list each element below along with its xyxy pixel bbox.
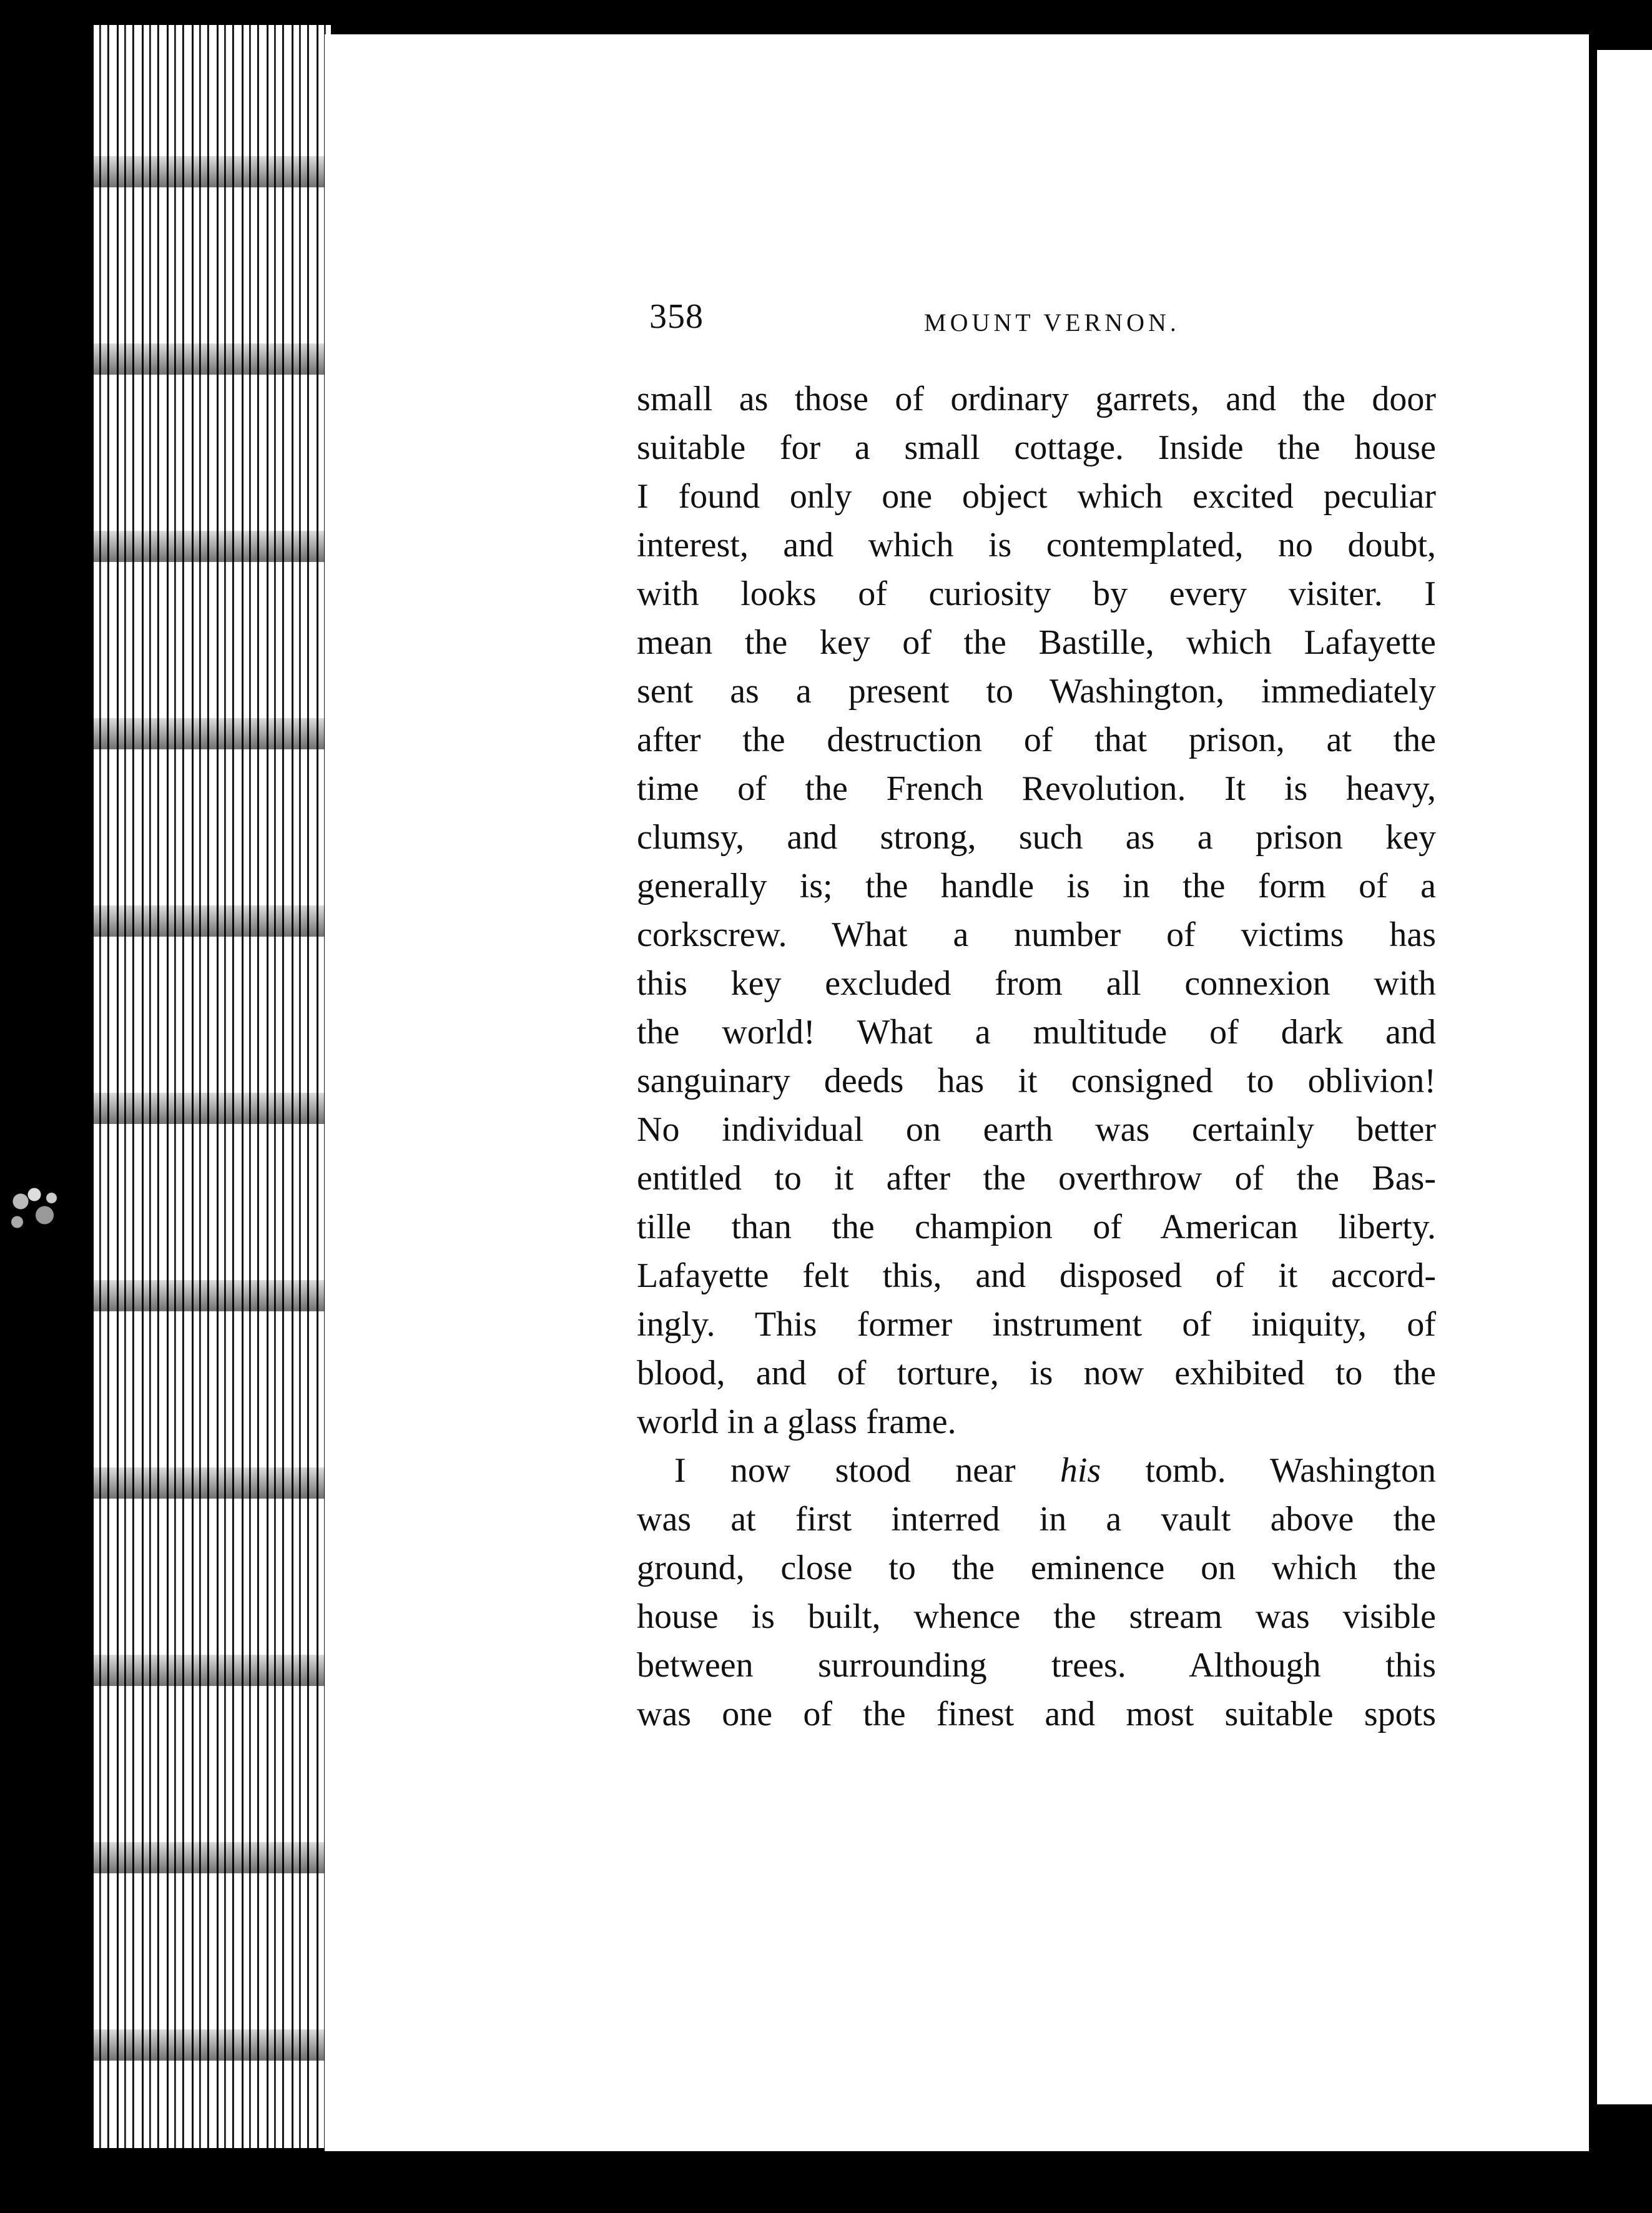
body-text bbox=[637, 375, 1436, 1738]
text-line: generally is; the handle is in the form of a bbox=[637, 867, 1436, 905]
paragraph-1 bbox=[637, 375, 1436, 1446]
text-line: ground, close to the eminence on which the bbox=[637, 1549, 1436, 1587]
torn-paper-fragment bbox=[0, 1174, 69, 1243]
text-line: small as those of ordinary garrets, and the door bbox=[637, 380, 1436, 418]
text-line: was one of the finest and most suitable spots bbox=[637, 1695, 1436, 1733]
text-line: entitled to it after the overthrow of the Bas- bbox=[637, 1159, 1436, 1198]
text-line: time of the French Revolution. It is heavy, bbox=[637, 769, 1436, 808]
italic-text: his bbox=[1060, 1451, 1101, 1490]
text-line: mean the key of the Bastille, which Lafayette bbox=[637, 623, 1436, 662]
page-gutter-line bbox=[1591, 50, 1597, 2104]
text-line: I found only one object which excited peculiar bbox=[637, 477, 1436, 516]
text-line bbox=[637, 1446, 1436, 1495]
text-line: ingly. This former instrument of iniquity, of bbox=[637, 1305, 1436, 1344]
page-number: 358 bbox=[649, 297, 704, 336]
text-line: the world! What a multitude of dark and bbox=[637, 1013, 1436, 1052]
text-line: sent as a present to Washington, immediately bbox=[637, 672, 1436, 711]
text-line: No individual on earth was certainly better bbox=[637, 1110, 1436, 1149]
text-line: house is built, whence the stream was visible bbox=[637, 1597, 1436, 1636]
scan-bottom-border bbox=[0, 2151, 1652, 2213]
text-line: blood, and of torture, is now exhibited to the bbox=[637, 1354, 1436, 1392]
text-line: after the destruction of that prison, at the bbox=[637, 721, 1436, 759]
text-line: suitable for a small cottage. Inside the house bbox=[637, 428, 1436, 467]
text-line: interest, and which is contemplated, no doubt, bbox=[637, 526, 1436, 564]
text-line: corkscrew. What a number of victims has bbox=[637, 915, 1436, 954]
text-line: clumsy, and strong, such as a prison key bbox=[637, 818, 1436, 857]
text-line: this key excluded from all connexion with bbox=[637, 964, 1436, 1003]
page-header bbox=[649, 297, 1442, 347]
text-fragment: I now stood near bbox=[674, 1451, 1060, 1490]
text-line: was at first interred in a vault above the bbox=[637, 1500, 1436, 1539]
text-fragment: tomb. Washington bbox=[1101, 1451, 1436, 1490]
facing-page-edge bbox=[1597, 50, 1652, 2104]
text-line: with looks of curiosity by every visiter. I bbox=[637, 574, 1436, 613]
paragraph-2 bbox=[637, 1446, 1436, 1738]
book-page-edges bbox=[94, 25, 331, 2148]
text-line: world in a glass frame. bbox=[637, 1402, 956, 1441]
text-line: tille than the champion of American liberty. bbox=[637, 1208, 1436, 1246]
text-line: Lafayette felt this, and disposed of it accord- bbox=[637, 1256, 1436, 1295]
text-line: sanguinary deeds has it consigned to oblivion! bbox=[637, 1062, 1436, 1100]
text-line: between surrounding trees. Although this bbox=[637, 1646, 1436, 1685]
running-head: MOUNT VERNON. bbox=[924, 308, 1180, 337]
